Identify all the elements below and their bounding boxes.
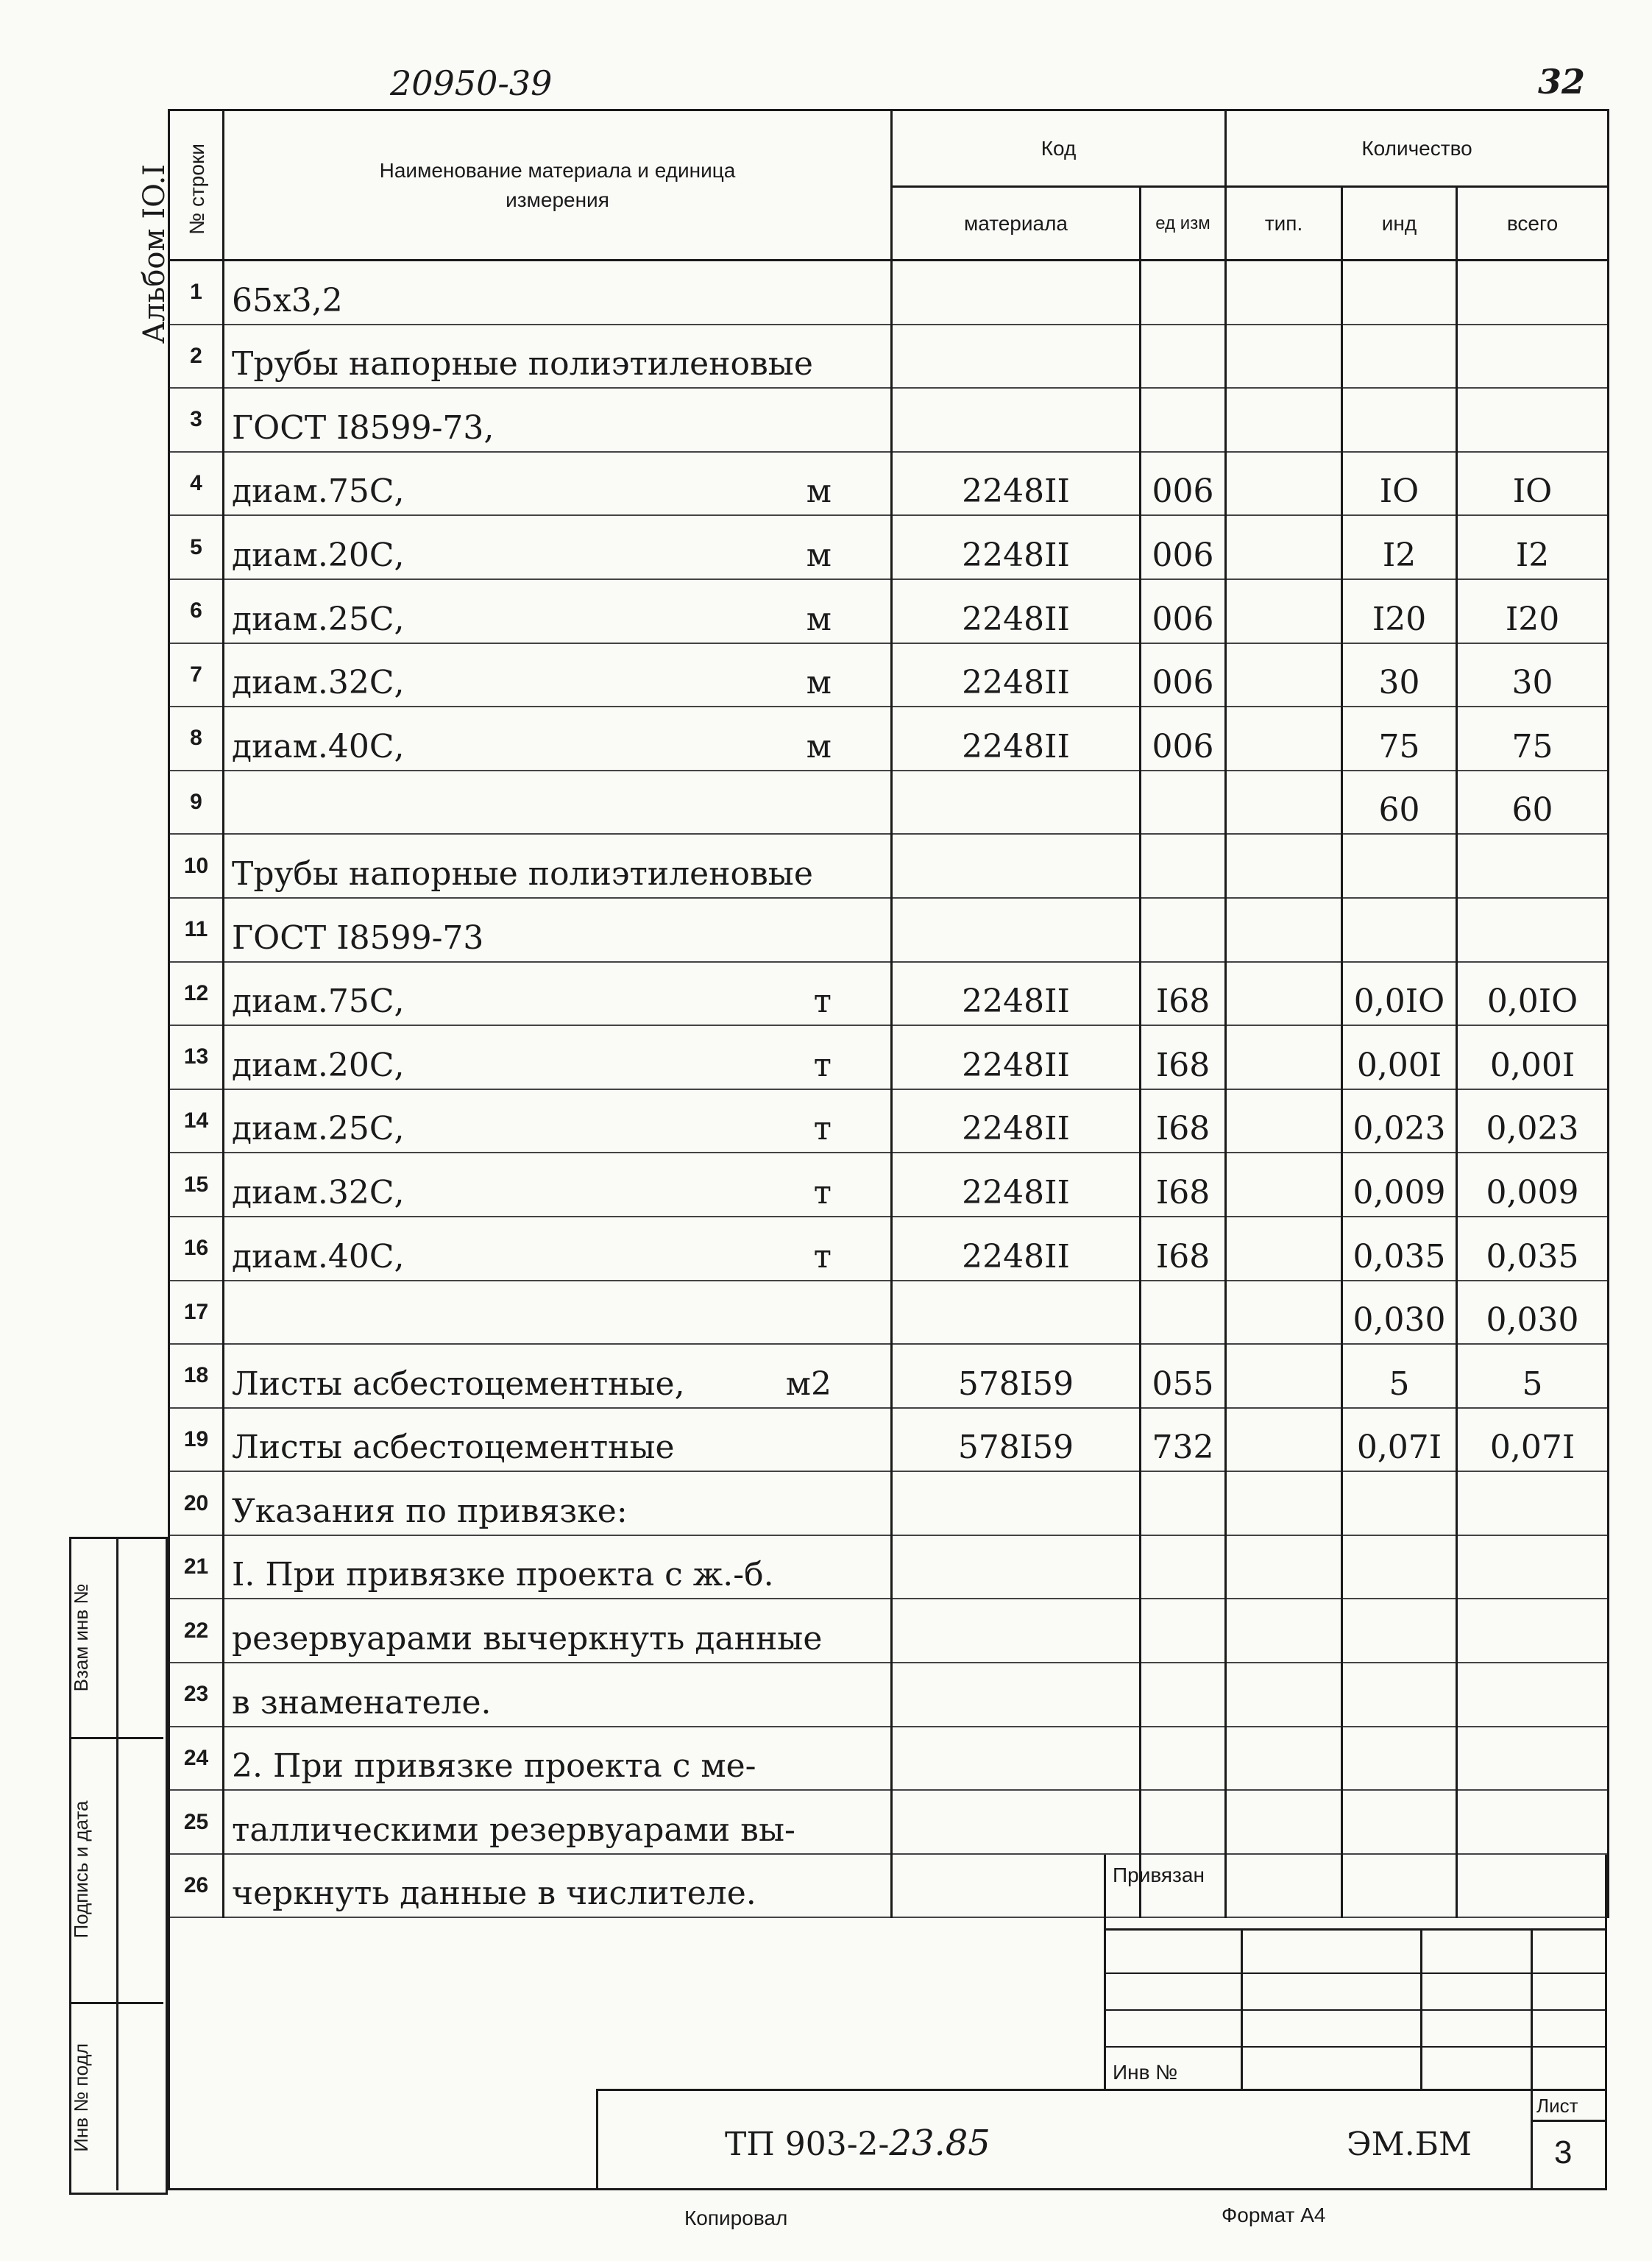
unit-code (1141, 1790, 1226, 1854)
material-code (892, 1281, 1141, 1345)
material-name-text: диам.20С, (232, 1046, 405, 1084)
material-code (892, 1663, 1141, 1727)
material-name-text: Листы асбестоцементные, (232, 1365, 685, 1403)
qty-type (1226, 1790, 1342, 1854)
qty-total (1457, 1854, 1609, 1918)
qty-ind (1342, 261, 1457, 325)
qty-total (1457, 1727, 1609, 1791)
qty-ind: 0,023 (1342, 1089, 1457, 1153)
qty-ind: 0,009 (1342, 1153, 1457, 1217)
material-name-text: Трубы напорные полиэтиленовые (232, 345, 813, 383)
material-name-text: диам.25С, (232, 600, 405, 638)
material-name (224, 962, 892, 1026)
qty-type (1226, 1471, 1342, 1535)
document-code-handwritten: 23.85 (889, 2123, 990, 2164)
material-code: 578I59 (892, 1344, 1141, 1408)
qty-ind (1342, 834, 1457, 898)
qty-total: 0,00I (1457, 1025, 1609, 1089)
table-row (169, 643, 1609, 707)
material-code: 2248II (892, 643, 1141, 707)
material-code (892, 1854, 1141, 1918)
qty-total (1457, 261, 1609, 325)
table-row (169, 1471, 1609, 1535)
material-name (224, 1153, 892, 1217)
row-number: 13 (169, 1025, 224, 1089)
material-name-text: диам.40С, (232, 1237, 405, 1275)
qty-type (1226, 1025, 1342, 1089)
qty-type (1226, 1663, 1342, 1727)
unit-code: I68 (1141, 1089, 1226, 1153)
material-code: 2248II (892, 452, 1141, 516)
material-name (224, 452, 892, 516)
row-number: 25 (169, 1790, 224, 1854)
qty-total: I20 (1457, 579, 1609, 643)
page-number: 32 (1538, 62, 1586, 102)
qty-ind: 5 (1342, 1344, 1457, 1408)
unit-code: I68 (1141, 1025, 1226, 1089)
table-row (169, 1599, 1609, 1663)
table-row (169, 1663, 1609, 1727)
qty-total: 0,030 (1457, 1281, 1609, 1345)
material-name (224, 1790, 892, 1854)
material-code: 2248II (892, 1153, 1141, 1217)
format-label: Формат А4 (1222, 2204, 1326, 2226)
material-name (224, 1599, 892, 1663)
material-code (892, 771, 1141, 835)
material-code (892, 898, 1141, 962)
qty-type (1226, 452, 1342, 516)
unit-code (1141, 325, 1226, 389)
material-name-text: диам.32С, (232, 1173, 405, 1211)
material-name (224, 325, 892, 389)
material-name (224, 1663, 892, 1727)
qty-type (1226, 1854, 1342, 1918)
material-name-text: таллическими резервуарами вы- (232, 1811, 795, 1849)
material-code (892, 325, 1141, 389)
document-mark: ЭМ.БМ (1347, 2126, 1472, 2163)
material-code (892, 388, 1141, 452)
qty-total (1457, 834, 1609, 898)
material-name-text: ГОСТ I8599-73 (232, 919, 484, 957)
row-number: 11 (169, 898, 224, 962)
material-name (224, 771, 892, 835)
row-number: 20 (169, 1471, 224, 1535)
material-name (224, 515, 892, 579)
row-number: 14 (169, 1089, 224, 1153)
qty-type (1226, 261, 1342, 325)
qty-type (1226, 515, 1342, 579)
material-unit: т (813, 983, 832, 1021)
qty-ind (1342, 1535, 1457, 1599)
qty-ind (1342, 1471, 1457, 1535)
material-name (224, 1727, 892, 1791)
material-name (224, 834, 892, 898)
qty-ind: 75 (1342, 707, 1457, 771)
material-name-text: в знаменателе. (232, 1683, 492, 1722)
material-code (892, 261, 1141, 325)
row-number: 18 (169, 1344, 224, 1408)
qty-total: 30 (1457, 643, 1609, 707)
qty-total (1457, 388, 1609, 452)
unit-code (1141, 1281, 1226, 1345)
table-row (169, 261, 1609, 325)
table-row (169, 325, 1609, 389)
qty-type (1226, 771, 1342, 835)
qty-ind: 0,07I (1342, 1408, 1457, 1472)
qty-ind: 0,030 (1342, 1281, 1457, 1345)
table-row (169, 1153, 1609, 1217)
material-name (224, 1217, 892, 1281)
table-row (169, 579, 1609, 643)
album-label: Альбом IO.I (138, 163, 171, 344)
table-row (169, 1344, 1609, 1408)
material-code: 2248II (892, 579, 1141, 643)
qty-type (1226, 707, 1342, 771)
table-row (169, 1025, 1609, 1089)
material-code: 2248II (892, 1217, 1141, 1281)
quantity-header: Количество (1226, 110, 1609, 187)
table-row (169, 962, 1609, 1026)
qty-total: IO (1457, 452, 1609, 516)
row-number: 1 (169, 261, 224, 325)
unit-code: I68 (1141, 1217, 1226, 1281)
qty-type (1226, 1535, 1342, 1599)
material-code (892, 834, 1141, 898)
material-name-text: резервуарами вычеркнуть данные (232, 1620, 823, 1658)
table-row (169, 1790, 1609, 1854)
material-code-header: материала (892, 187, 1141, 261)
table-row (169, 834, 1609, 898)
qty-total: 0,0IO (1457, 962, 1609, 1026)
copied-by-label: Копировал (684, 2207, 788, 2229)
material-name-text: диам.32С, (232, 664, 405, 702)
material-unit: м (806, 473, 832, 511)
row-number: 19 (169, 1408, 224, 1472)
material-code (892, 1727, 1141, 1791)
qty-type (1226, 1344, 1342, 1408)
row-number: 15 (169, 1153, 224, 1217)
unit-code (1141, 388, 1226, 452)
table-row (169, 1727, 1609, 1791)
original-inv-label: Инв № подл (70, 2043, 92, 2152)
row-number: 3 (169, 388, 224, 452)
qty-total: 75 (1457, 707, 1609, 771)
material-name (224, 1089, 892, 1153)
material-name (224, 1854, 892, 1918)
row-number: 26 (169, 1854, 224, 1918)
row-number: 12 (169, 962, 224, 1026)
row-number: 16 (169, 1217, 224, 1281)
material-name (224, 1471, 892, 1535)
qty-type (1226, 834, 1342, 898)
unit-code: I68 (1141, 962, 1226, 1026)
material-name (224, 643, 892, 707)
qty-ind: 0,0IO (1342, 962, 1457, 1026)
qty-type (1226, 1089, 1342, 1153)
qty-ind (1342, 388, 1457, 452)
unit-code (1141, 771, 1226, 835)
material-name-text: черкнуть данные в числителе. (232, 1875, 756, 1913)
qty-ind (1342, 1663, 1457, 1727)
qty-ind: I2 (1342, 515, 1457, 579)
qty-total (1457, 325, 1609, 389)
material-unit: м (806, 664, 832, 702)
qty-type (1226, 1153, 1342, 1217)
material-unit: т (813, 1173, 832, 1211)
table-row (169, 1217, 1609, 1281)
qty-total: 0,023 (1457, 1089, 1609, 1153)
material-name (224, 579, 892, 643)
row-number: 22 (169, 1599, 224, 1663)
row-number: 7 (169, 643, 224, 707)
qty-type (1226, 898, 1342, 962)
material-unit: м (806, 727, 832, 765)
unit-code: 006 (1141, 452, 1226, 516)
specification-rows (169, 261, 1609, 1918)
qty-type (1226, 643, 1342, 707)
material-code (892, 1535, 1141, 1599)
row-number: 2 (169, 325, 224, 389)
row-number: 21 (169, 1535, 224, 1599)
material-code: 2248II (892, 1025, 1141, 1089)
qty-ind: 0,00I (1342, 1025, 1457, 1089)
qty-type (1226, 1599, 1342, 1663)
qty-ind: I20 (1342, 579, 1457, 643)
qty-type (1226, 1281, 1342, 1345)
row-number: 5 (169, 515, 224, 579)
qty-type (1226, 325, 1342, 389)
qty-total: 0,07I (1457, 1408, 1609, 1472)
material-name (224, 388, 892, 452)
unit-code: 055 (1141, 1344, 1226, 1408)
table-row (169, 898, 1609, 962)
row-number-header: № строки (169, 110, 224, 261)
material-name-text: Указания по привязке: (232, 1492, 628, 1530)
replace-inv-label: Взам инв № (70, 1583, 92, 1692)
material-unit: т (813, 1110, 832, 1148)
qty-total: 0,009 (1457, 1153, 1609, 1217)
material-name-text: Листы асбестоцементные (232, 1429, 675, 1467)
qty-total (1457, 1663, 1609, 1727)
type-qty-header: тип. (1226, 187, 1342, 261)
material-name (224, 1281, 892, 1345)
material-code (892, 1471, 1141, 1535)
material-code (892, 1599, 1141, 1663)
sheet-label: Лист (1536, 2095, 1578, 2117)
material-code: 2248II (892, 707, 1141, 771)
qty-total (1457, 1790, 1609, 1854)
material-name-text: диам.40С, (232, 727, 405, 765)
row-number: 24 (169, 1727, 224, 1791)
qty-total: 0,035 (1457, 1217, 1609, 1281)
unit-code: 006 (1141, 643, 1226, 707)
table-row (169, 1089, 1609, 1153)
table-row (169, 771, 1609, 835)
qty-type (1226, 1217, 1342, 1281)
material-code: 2248II (892, 1089, 1141, 1153)
table-row (169, 1281, 1609, 1345)
total-qty-header: всего (1457, 187, 1609, 261)
material-name-text: 65x3,2 (232, 281, 343, 319)
material-name (224, 1025, 892, 1089)
material-name-text: ГОСТ I8599-73, (232, 408, 494, 447)
material-name (224, 1344, 892, 1408)
material-code (892, 1790, 1141, 1854)
table-row (169, 515, 1609, 579)
qty-ind: IO (1342, 452, 1457, 516)
unit-code (1141, 1663, 1226, 1727)
material-name-text: диам.25С, (232, 1110, 405, 1148)
unit-code (1141, 1599, 1226, 1663)
table-row (169, 388, 1609, 452)
unit-code (1141, 1535, 1226, 1599)
qty-ind: 0,035 (1342, 1217, 1457, 1281)
qty-total: I2 (1457, 515, 1609, 579)
qty-ind (1342, 1727, 1457, 1791)
material-name-text: I. При привязке проекта с ж.-б. (232, 1556, 774, 1594)
unit-code-header: ед изм (1141, 187, 1226, 261)
material-unit: т (813, 1046, 832, 1084)
qty-total (1457, 1599, 1609, 1663)
unit-code: 732 (1141, 1408, 1226, 1472)
qty-ind (1342, 325, 1457, 389)
unit-code (1141, 1471, 1226, 1535)
table-row (169, 452, 1609, 516)
qty-ind (1342, 898, 1457, 962)
qty-ind (1342, 1854, 1457, 1918)
document-number: 20950-39 (390, 63, 553, 103)
privyazan-label: Привязан (1113, 1864, 1205, 1886)
row-number: 9 (169, 771, 224, 835)
unit-code: 006 (1141, 515, 1226, 579)
material-name (224, 1535, 892, 1599)
qty-ind (1342, 1790, 1457, 1854)
material-code: 2248II (892, 515, 1141, 579)
row-number: 23 (169, 1663, 224, 1727)
material-unit: м2 (785, 1365, 832, 1403)
unit-code: I68 (1141, 1153, 1226, 1217)
qty-total (1457, 898, 1609, 962)
document-code (725, 2123, 990, 2164)
qty-total: 5 (1457, 1344, 1609, 1408)
unit-code (1141, 261, 1226, 325)
row-number: 6 (169, 579, 224, 643)
material-name-text: диам.75С, (232, 983, 405, 1021)
qty-total: 60 (1457, 771, 1609, 835)
inv-number-label: Инв № (1113, 2061, 1178, 2084)
row-number: 8 (169, 707, 224, 771)
qty-ind: 60 (1342, 771, 1457, 835)
signature-date-label: Подпись и дата (70, 1800, 92, 1939)
material-name (224, 707, 892, 771)
unit-code: 006 (1141, 707, 1226, 771)
qty-type (1226, 388, 1342, 452)
qty-ind: 30 (1342, 643, 1457, 707)
qty-type (1226, 1408, 1342, 1472)
unit-code (1141, 1727, 1226, 1791)
material-unit: м (806, 536, 832, 574)
qty-total (1457, 1535, 1609, 1599)
material-name (224, 1408, 892, 1472)
material-name (224, 898, 892, 962)
qty-total (1457, 1471, 1609, 1535)
material-code: 578I59 (892, 1408, 1141, 1472)
specification-table (168, 109, 1609, 1918)
material-unit: т (813, 1237, 832, 1275)
table-row (169, 1854, 1609, 1918)
material-name-text: диам.75С, (232, 473, 405, 511)
material-name-text: диам.20С, (232, 536, 405, 574)
qty-type (1226, 962, 1342, 1026)
table-row (169, 1408, 1609, 1472)
row-number: 4 (169, 452, 224, 516)
ind-qty-header: инд (1342, 187, 1457, 261)
table-row (169, 707, 1609, 771)
document-code-prefix: ТП 903-2- (725, 2126, 890, 2163)
sheet-number: 3 (1554, 2134, 1573, 2170)
material-name (224, 261, 892, 325)
material-unit: м (806, 600, 832, 638)
material-name-text: Трубы напорные полиэтиленовые (232, 854, 813, 893)
table-row (169, 1535, 1609, 1599)
row-number: 10 (169, 834, 224, 898)
unit-code (1141, 898, 1226, 962)
qty-ind (1342, 1599, 1457, 1663)
code-header: Код (892, 110, 1226, 187)
material-name-header: Наименование материала и единица измерения (224, 110, 892, 261)
material-name-text: 2. При привязке проекта с ме- (232, 1747, 756, 1786)
qty-type (1226, 579, 1342, 643)
row-number: 17 (169, 1281, 224, 1345)
material-code: 2248II (892, 962, 1141, 1026)
unit-code: 006 (1141, 579, 1226, 643)
qty-type (1226, 1727, 1342, 1791)
unit-code (1141, 834, 1226, 898)
